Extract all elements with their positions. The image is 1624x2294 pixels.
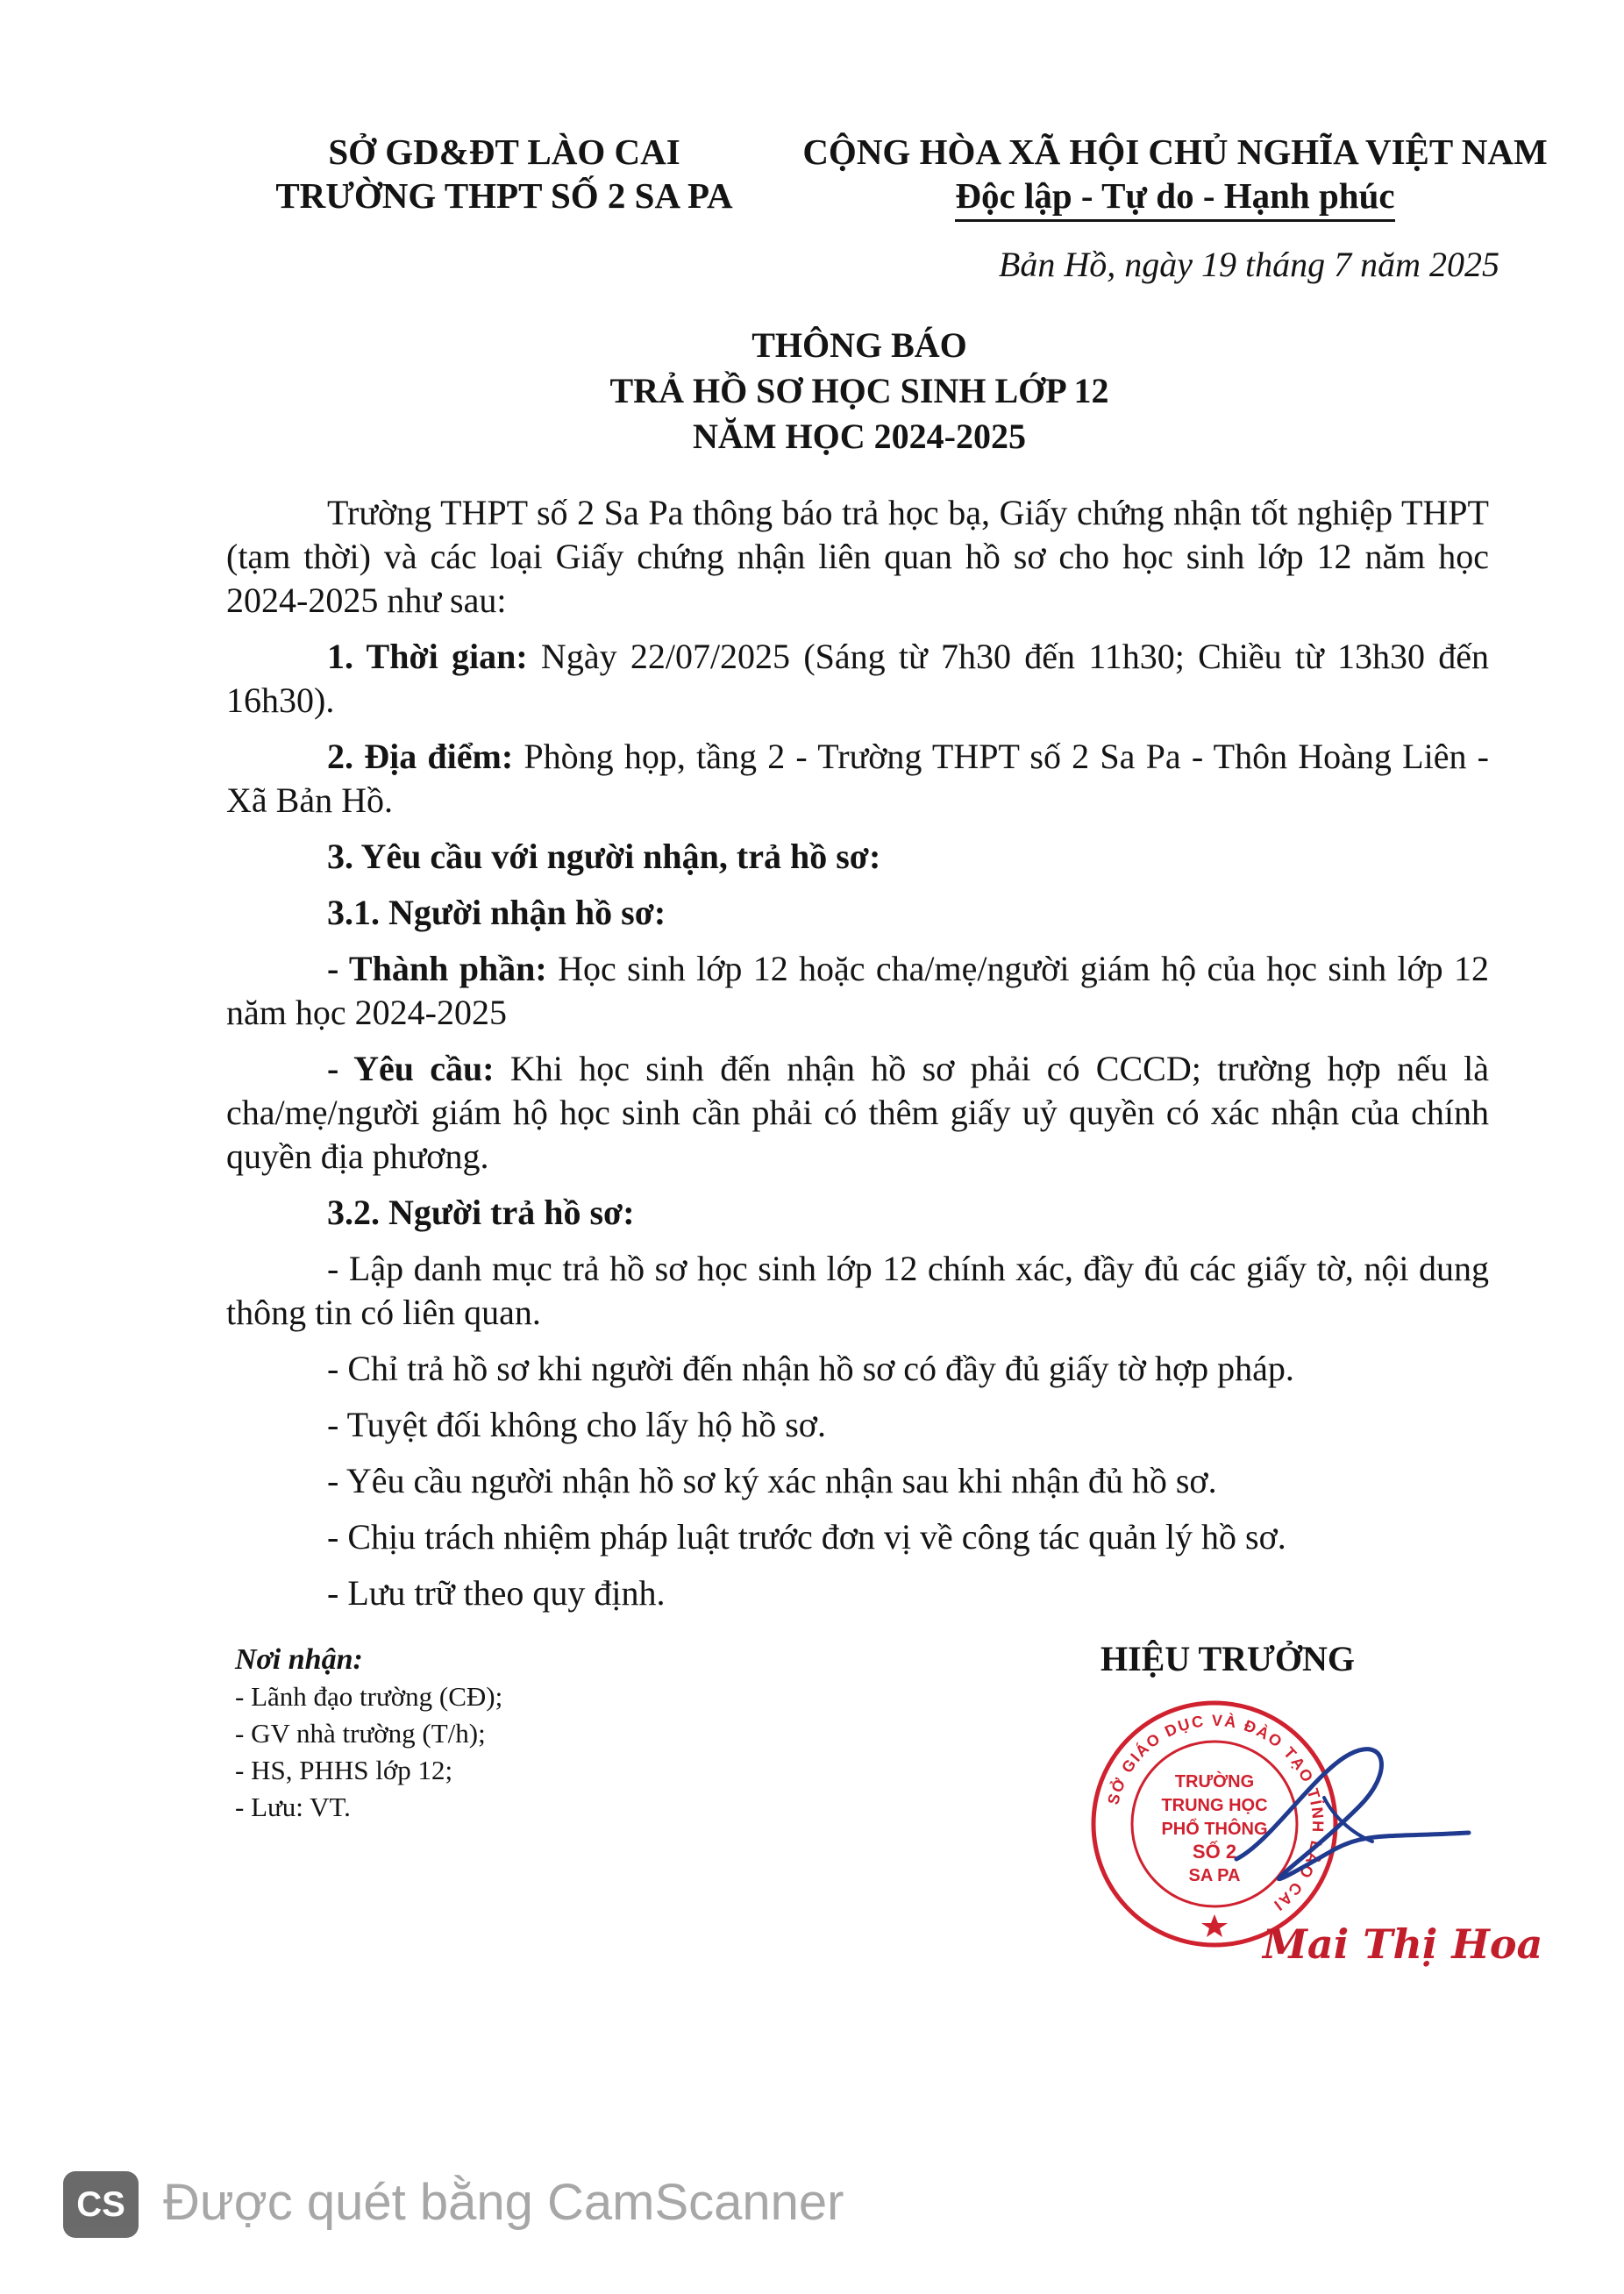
requirement-text: Khi học sinh đến nhận hồ sơ phải có CCCD; trường hợp nếu là cha/mẹ/người giám hộ học sinh cần phải có thêm giấy uỷ quyền có xác nhận của chính quyền địa phương. [226,1049,1490,1176]
recipient-item: - Lưu: VT. [235,1792,351,1822]
seal-line-5: SA PA [1188,1866,1241,1885]
handwritten-signature [1219,1736,1473,1903]
document-body [226,491,1489,1628]
national-header [789,130,1561,222]
national-motto: Độc lập - Tự do - Hạnh phúc [955,174,1394,222]
camscanner-watermark: Được quét bằng CamScanner [163,2174,844,2231]
place-label: 2. Địa điểm: [327,737,514,776]
place-text: Phòng họp, tầng 2 - Trường THPT số 2 Sa Pa - Thôn Hoàng Liên - Xã Bản Hồ. [226,737,1489,820]
title-line-2: TRẢ HỒ SƠ HỌC SINH LỚP 12 [609,371,1109,410]
requirement-label: - Yêu cầu: [327,1049,495,1088]
national-title: CỘNG HÒA XÃ HỘI CHỦ NGHĨA VIỆT NAM [802,132,1548,172]
place-date: Bản Hồ, ngày 19 tháng 7 năm 2025 [998,245,1499,284]
recipient-item: - GV nhà trường (T/h); [235,1718,486,1749]
receiver-heading: 3.1. Người nhận hồ sơ: [327,893,666,932]
time-paragraph [226,635,1489,723]
recipient-item: - HS, PHHS lớp 12; [235,1755,453,1785]
place-paragraph [226,735,1489,823]
returner-item: - Lập danh mục trả hồ sơ học sinh lớp 12 chính xác, đầy đủ các giấy tờ, nội dung thông tin có liên quan. [226,1249,1489,1332]
requirement-paragraph [226,1047,1489,1179]
issuer-header [219,130,789,217]
returner-item: - Yêu cầu người nhận hồ sơ ký xác nhận sau khi nhận đủ hồ sơ. [327,1461,1217,1500]
recipients-block [235,1642,761,1826]
camscanner-logo: CS [63,2171,139,2238]
issuer-school: TRƯỜNG THPT SỐ 2 SA PA [275,175,733,216]
issuer-department: SỞ GD&ĐT LÀO CAI [328,132,680,172]
seal-line-2: TRUNG HỌC [1161,1796,1268,1815]
recipients-title: Nơi nhận: [235,1643,363,1676]
requirements-heading: 3. Yêu cầu với người nhận, trả hồ sơ: [327,837,881,876]
composition-paragraph [226,947,1489,1035]
seal-line-3: PHỔ THÔNG [1161,1820,1268,1839]
document-title [438,323,1280,460]
recipient-item: - Lãnh đạo trường (CĐ); [235,1681,503,1712]
composition-text: Học sinh lớp 12 hoặc cha/mẹ/người giám hộ của học sinh lớp 12 năm học 2024-2025 [226,949,1490,1032]
seal-star-icon [1201,1914,1228,1937]
returner-item: - Chỉ trả hồ sơ khi người đến nhận hồ sơ có đầy đủ giấy tờ hợp pháp. [327,1349,1294,1388]
intro-paragraph: Trường THPT số 2 Sa Pa thông báo trả học bạ, Giấy chứng nhận tốt nghiệp THPT (tạm thời) và các loại Giấy chứng nhận liên quan hồ sơ cho học sinh lớp 12 năm học 2024-2025 như sau: [226,493,1489,620]
time-text: Ngày 22/07/2025 (Sáng từ 7h30 đến 11h30; Chiều từ 13h30 đến 16h30). [226,637,1489,720]
returner-item: - Lưu trữ theo quy định. [327,1573,666,1613]
signer-title: HIỆU TRƯỞNG [1100,1639,1356,1678]
signer-name: Mai Thị Hoa [1263,1920,1543,1968]
seal-line-4: SỐ 2 [1192,1841,1237,1863]
seal-ring-text: SỞ GIÁO DỤC VÀ ĐÀO TẠO TỈNH LÀO CAI [1104,1711,1328,1915]
time-label: 1. Thời gian: [327,637,528,676]
returner-heading: 3.2. Người trả hồ sơ: [327,1193,635,1232]
returner-item: - Tuyệt đối không cho lấy hộ hồ sơ. [327,1405,826,1444]
seal-line-1: TRƯỜNG [1174,1772,1255,1792]
title-line-1: THÔNG BÁO [751,325,967,365]
returner-item: - Chịu trách nhiệm pháp luật trước đơn vị về công tác quản lý hồ sơ. [327,1517,1286,1557]
title-line-3: NĂM HỌC 2024-2025 [693,417,1026,456]
composition-label: - Thành phần: [327,949,547,988]
